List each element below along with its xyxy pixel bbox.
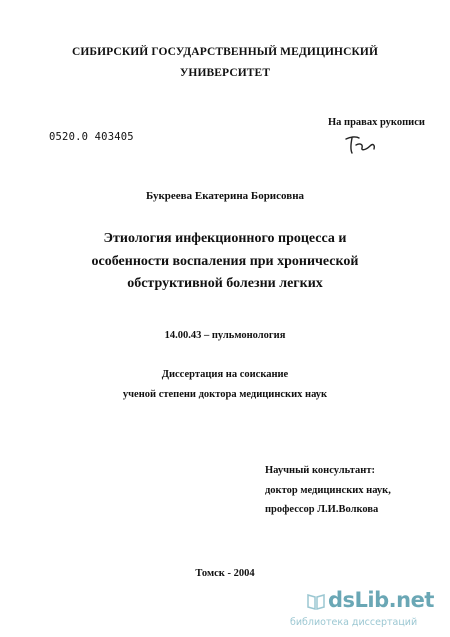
watermark-logo: dsLib.net <box>328 588 434 612</box>
consultant-line-1: Научный консультант: <box>265 465 375 476</box>
consultant-line-3: профессор Л.И.Волкова <box>265 504 379 515</box>
thesis-line-2: ученой степени доктора медицинских наук <box>122 389 328 400</box>
document-code: 0520.0 403405 <box>49 131 134 143</box>
university-line-1: СИБИРСКИЙ ГОСУДАРСТВЕННЫЙ МЕДИЦИНСКИЙ <box>71 46 379 58</box>
author-name: Букреева Екатерина Борисовна <box>145 190 305 202</box>
dissertation-title <box>0 228 450 296</box>
city-year: Томск - 2004 <box>195 568 255 579</box>
manuscript-rights: На правах рукописи <box>328 117 425 128</box>
university-name <box>0 42 450 84</box>
consultant-line-2: доктор медицинских наук, <box>265 484 391 496</box>
signature-icon <box>340 131 380 157</box>
specialty-code: 14.00.43 – пульмонология <box>164 330 286 341</box>
title-line-2: особенности воспаления при хронической <box>91 253 359 269</box>
book-icon <box>306 591 326 611</box>
university-line-2: УНИВЕРСИТЕТ <box>179 67 271 79</box>
scientific-consultant <box>265 461 391 520</box>
title-line-3: обструктивной болезни легких <box>127 276 323 291</box>
watermark <box>288 588 444 632</box>
watermark-subtitle: библиотека диссертаций <box>290 617 418 628</box>
title-line-1: Этиология инфекционного процесса и <box>103 231 347 246</box>
thesis-line-1: Диссертация на соискание <box>161 369 289 380</box>
thesis-description <box>0 365 450 405</box>
